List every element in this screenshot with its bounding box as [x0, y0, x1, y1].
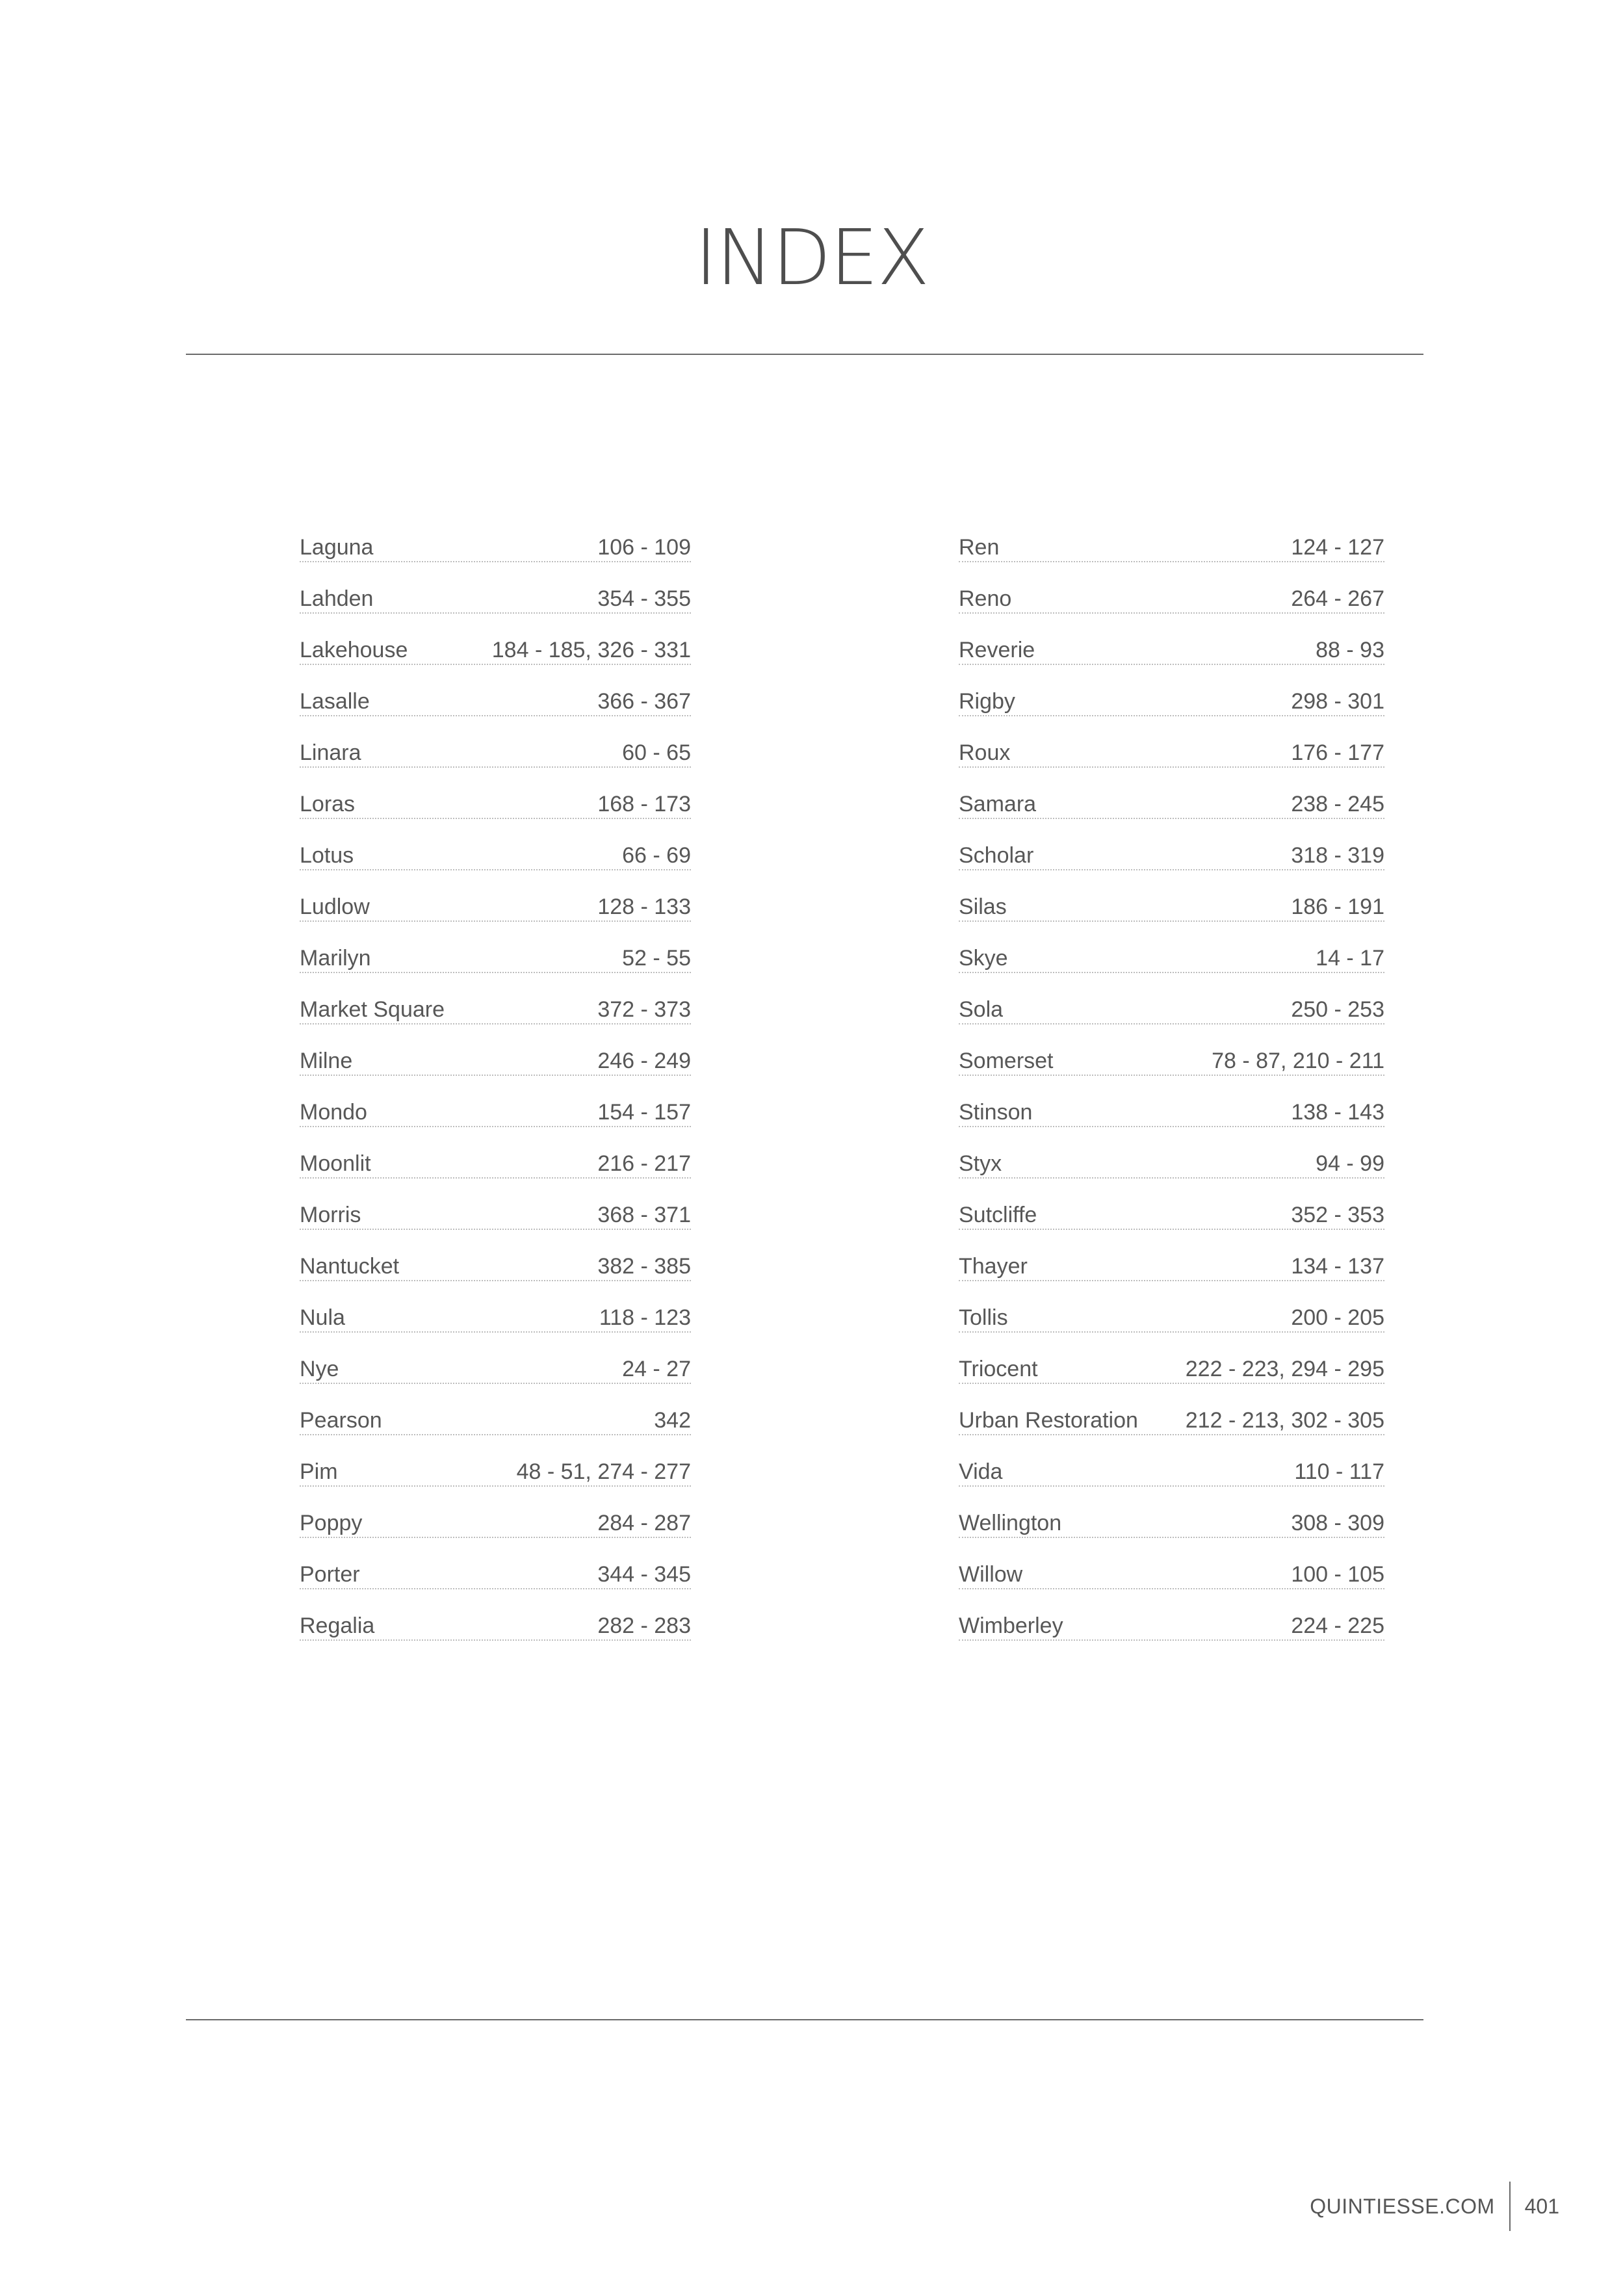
index-entry-name: Somerset [959, 1049, 1054, 1073]
index-entry-name: Lasalle [300, 689, 370, 714]
index-entry [300, 1034, 691, 1086]
index-entry-pages: 60 - 65 [622, 740, 691, 765]
index-entry-leader [959, 1046, 1384, 1076]
index-entry-leader [959, 635, 1384, 665]
index-entry-leader [959, 1097, 1384, 1127]
index-entry-name: Nye [300, 1357, 339, 1381]
index-entry [300, 932, 691, 983]
index-entry-pages: 308 - 309 [1291, 1511, 1384, 1535]
index-entry-name: Sola [959, 997, 1004, 1022]
index-entry-pages: 100 - 105 [1291, 1562, 1384, 1587]
index-entry-pages: 246 - 249 [597, 1049, 691, 1073]
index-entry-pages: 372 - 373 [597, 997, 691, 1022]
index-entry-pages: 94 - 99 [1316, 1151, 1384, 1176]
index-entry [959, 1496, 1384, 1548]
index-entry-pages: 354 - 355 [597, 586, 691, 611]
index-entry [300, 829, 691, 880]
index-entry [959, 777, 1384, 829]
index-entry-name: Linara [300, 740, 361, 765]
index-entry-name: Porter [300, 1562, 360, 1587]
index-entry-pages: 250 - 253 [1291, 997, 1384, 1022]
index-entry-name: Pearson [300, 1408, 382, 1433]
index-entry [959, 1188, 1384, 1240]
index-entry-name: Nantucket [300, 1254, 400, 1279]
index-entry-leader [959, 1559, 1384, 1589]
index-entry-name: Laguna [300, 535, 374, 560]
index-entry-name: Stinson [959, 1100, 1033, 1125]
index-entry-pages: 128 - 133 [597, 894, 691, 919]
index-entry-name: Samara [959, 792, 1037, 816]
index-entry-name: Tollis [959, 1305, 1008, 1330]
index-entry-pages: 184 - 185, 326 - 331 [491, 638, 691, 662]
index-entry-pages: 176 - 177 [1291, 740, 1384, 765]
index-entry [959, 623, 1384, 675]
index-entry-leader [300, 1149, 691, 1179]
index-entry [959, 829, 1384, 880]
index-entry-leader [300, 1354, 691, 1384]
index-entry [300, 572, 691, 623]
index-entry-name: Poppy [300, 1511, 363, 1535]
index-entry-pages: 238 - 245 [1291, 792, 1384, 816]
index-entry-leader [300, 1303, 691, 1333]
index-entry [300, 880, 691, 932]
index-entry [959, 1548, 1384, 1599]
index-entry-name: Silas [959, 894, 1007, 919]
index-entry-leader [300, 1611, 691, 1641]
index-entry-pages: 368 - 371 [597, 1203, 691, 1227]
index-entry-pages: 154 - 157 [597, 1100, 691, 1125]
index-entry [300, 623, 691, 675]
index-entry [959, 1291, 1384, 1342]
index-entry-leader [959, 686, 1384, 716]
index-entry-name: Moonlit [300, 1151, 371, 1176]
index-entry-leader [959, 1611, 1384, 1641]
index-entry-leader [959, 892, 1384, 922]
index-entry-pages: 110 - 117 [1294, 1459, 1384, 1484]
index-entry-pages: 224 - 225 [1291, 1613, 1384, 1638]
index-entry-name: Rigby [959, 689, 1015, 714]
index-entry-pages: 106 - 109 [597, 535, 691, 560]
index-entry-pages: 366 - 367 [597, 689, 691, 714]
index-entry-name: Wimberley [959, 1613, 1063, 1638]
index-entry-leader [959, 1200, 1384, 1230]
index-entry-pages: 124 - 127 [1291, 535, 1384, 560]
page-number: 401 [1524, 2194, 1559, 2218]
index-entry-name: Ludlow [300, 894, 370, 919]
index-entry-leader [300, 584, 691, 614]
index-entry-leader [300, 1559, 691, 1589]
index-entry-leader [300, 841, 691, 870]
index-entry [300, 1394, 691, 1445]
index-entry-pages: 284 - 287 [597, 1511, 691, 1535]
index-entry-name: Wellington [959, 1511, 1062, 1535]
index-entry [959, 1342, 1384, 1394]
index-entry [959, 1445, 1384, 1496]
index-entry [300, 1599, 691, 1650]
index-entry-leader [300, 532, 691, 562]
index-entry-leader [959, 995, 1384, 1024]
index-entry [300, 1137, 691, 1188]
index-entry-leader [300, 1508, 691, 1538]
index-entry-leader [300, 635, 691, 665]
index-entry-name: Reno [959, 586, 1012, 611]
index-entry-pages: 78 - 87, 210 - 211 [1212, 1049, 1384, 1073]
index-entry [300, 1291, 691, 1342]
index-entry-pages: 134 - 137 [1291, 1254, 1384, 1279]
index-entry-pages: 168 - 173 [597, 792, 691, 816]
index-entry-pages: 14 - 17 [1316, 946, 1384, 971]
index-entry-leader [300, 1200, 691, 1230]
index-entry-leader [300, 1457, 691, 1487]
index-entry-name: Scholar [959, 843, 1034, 868]
index-entry [300, 983, 691, 1034]
index-entry-name: Morris [300, 1203, 361, 1227]
index-entry [959, 880, 1384, 932]
index-entry-pages: 282 - 283 [597, 1613, 691, 1638]
index-entry-name: Vida [959, 1459, 1003, 1484]
index-entry-leader [959, 1303, 1384, 1333]
index-entry-leader [300, 892, 691, 922]
index-entry-pages: 222 - 223, 294 - 295 [1185, 1357, 1384, 1381]
index-entry-pages: 342 [654, 1408, 691, 1433]
index-entry-pages: 52 - 55 [622, 946, 691, 971]
index-column-right [959, 521, 1384, 1650]
bottom-divider [186, 2019, 1423, 2020]
index-entry-leader [959, 1508, 1384, 1538]
index-entry [959, 932, 1384, 983]
index-entry-leader [959, 532, 1384, 562]
index-entry [959, 572, 1384, 623]
index-entry-name: Triocent [959, 1357, 1038, 1381]
footer [1310, 2182, 1559, 2231]
index-entry-pages: 118 - 123 [599, 1305, 691, 1330]
index-entry-pages: 88 - 93 [1316, 638, 1384, 662]
index-entry-name: Willow [959, 1562, 1023, 1587]
index-entry [959, 675, 1384, 726]
index-entry-leader [300, 686, 691, 716]
index-entry-name: Marilyn [300, 946, 371, 971]
footer-site-name: QUINTIESSE.COM [1310, 2194, 1495, 2218]
index-entry-leader [300, 1046, 691, 1076]
index-entry-leader [959, 1405, 1384, 1435]
index-entry-name: Urban Restoration [959, 1408, 1138, 1433]
index-entry [300, 726, 691, 777]
index-entry [300, 1496, 691, 1548]
index-entry-leader [959, 584, 1384, 614]
index-entry-pages: 200 - 205 [1291, 1305, 1384, 1330]
index-entry-pages: 318 - 319 [1291, 843, 1384, 868]
index-entry [300, 675, 691, 726]
index-entry-name: Lotus [300, 843, 354, 868]
index-entry-pages: 264 - 267 [1291, 586, 1384, 611]
index-entry-name: Roux [959, 740, 1011, 765]
index-entry-leader [959, 1457, 1384, 1487]
index-entry-leader [300, 995, 691, 1024]
index-entry-name: Thayer [959, 1254, 1028, 1279]
index-entry-pages: 186 - 191 [1291, 894, 1384, 919]
index-entry-leader [959, 943, 1384, 973]
index-entry-name: Milne [300, 1049, 353, 1073]
index-entry-name: Reverie [959, 638, 1035, 662]
index-entry-name: Mondo [300, 1100, 367, 1125]
index-entry-name: Ren [959, 535, 1000, 560]
index-entry [959, 983, 1384, 1034]
index-entry-pages: 212 - 213, 302 - 305 [1185, 1408, 1384, 1433]
index-entry [959, 1034, 1384, 1086]
index-entry-leader [300, 789, 691, 819]
index-entry-leader [300, 1405, 691, 1435]
index-entry-pages: 344 - 345 [597, 1562, 691, 1587]
index-entry-leader [959, 1149, 1384, 1179]
index-entry-leader [300, 1251, 691, 1281]
index-entry [300, 521, 691, 572]
index-entry [959, 726, 1384, 777]
index-entry [300, 1342, 691, 1394]
index-entry [959, 1086, 1384, 1137]
index-entry [959, 1240, 1384, 1291]
index-entry-name: Lakehouse [300, 638, 408, 662]
index-entry-leader [300, 1097, 691, 1127]
index-entry-pages: 298 - 301 [1291, 689, 1384, 714]
index-entry-leader [959, 1251, 1384, 1281]
index-entry-name: Loras [300, 792, 356, 816]
index-entry-name: Styx [959, 1151, 1002, 1176]
index-entry-name: Nula [300, 1305, 345, 1330]
index-entry-pages: 382 - 385 [597, 1254, 691, 1279]
index-entry-pages: 138 - 143 [1291, 1100, 1384, 1125]
index-entry [959, 521, 1384, 572]
index-entry [959, 1137, 1384, 1188]
index-entry-leader [300, 738, 691, 768]
index-entry-name: Regalia [300, 1613, 375, 1638]
index-entry-leader [959, 738, 1384, 768]
top-divider [186, 354, 1423, 355]
index-entry-pages: 216 - 217 [597, 1151, 691, 1176]
index-entry [300, 1548, 691, 1599]
index-entry [959, 1394, 1384, 1445]
index-entry [300, 777, 691, 829]
index-entry-leader [959, 841, 1384, 870]
index-column-left [300, 521, 691, 1650]
index-entry-name: Pim [300, 1459, 338, 1484]
index-entry-leader [959, 1354, 1384, 1384]
index-entry [959, 1599, 1384, 1650]
index-entry [300, 1240, 691, 1291]
page-title: INDEX [694, 213, 929, 303]
index-entry [300, 1188, 691, 1240]
index-entry-leader [959, 789, 1384, 819]
index-entry-pages: 352 - 353 [1291, 1203, 1384, 1227]
index-entry-pages: 48 - 51, 274 - 277 [516, 1459, 691, 1484]
index-entry-name: Sutcliffe [959, 1203, 1037, 1227]
index-entry-pages: 66 - 69 [622, 843, 691, 868]
index-entry-pages: 24 - 27 [622, 1357, 691, 1381]
index-entry [300, 1086, 691, 1137]
index-entry-name: Market Square [300, 997, 445, 1022]
index-entry-leader [300, 943, 691, 973]
index-entry [300, 1445, 691, 1496]
index-entry-name: Skye [959, 946, 1008, 971]
index-entry-name: Lahden [300, 586, 374, 611]
